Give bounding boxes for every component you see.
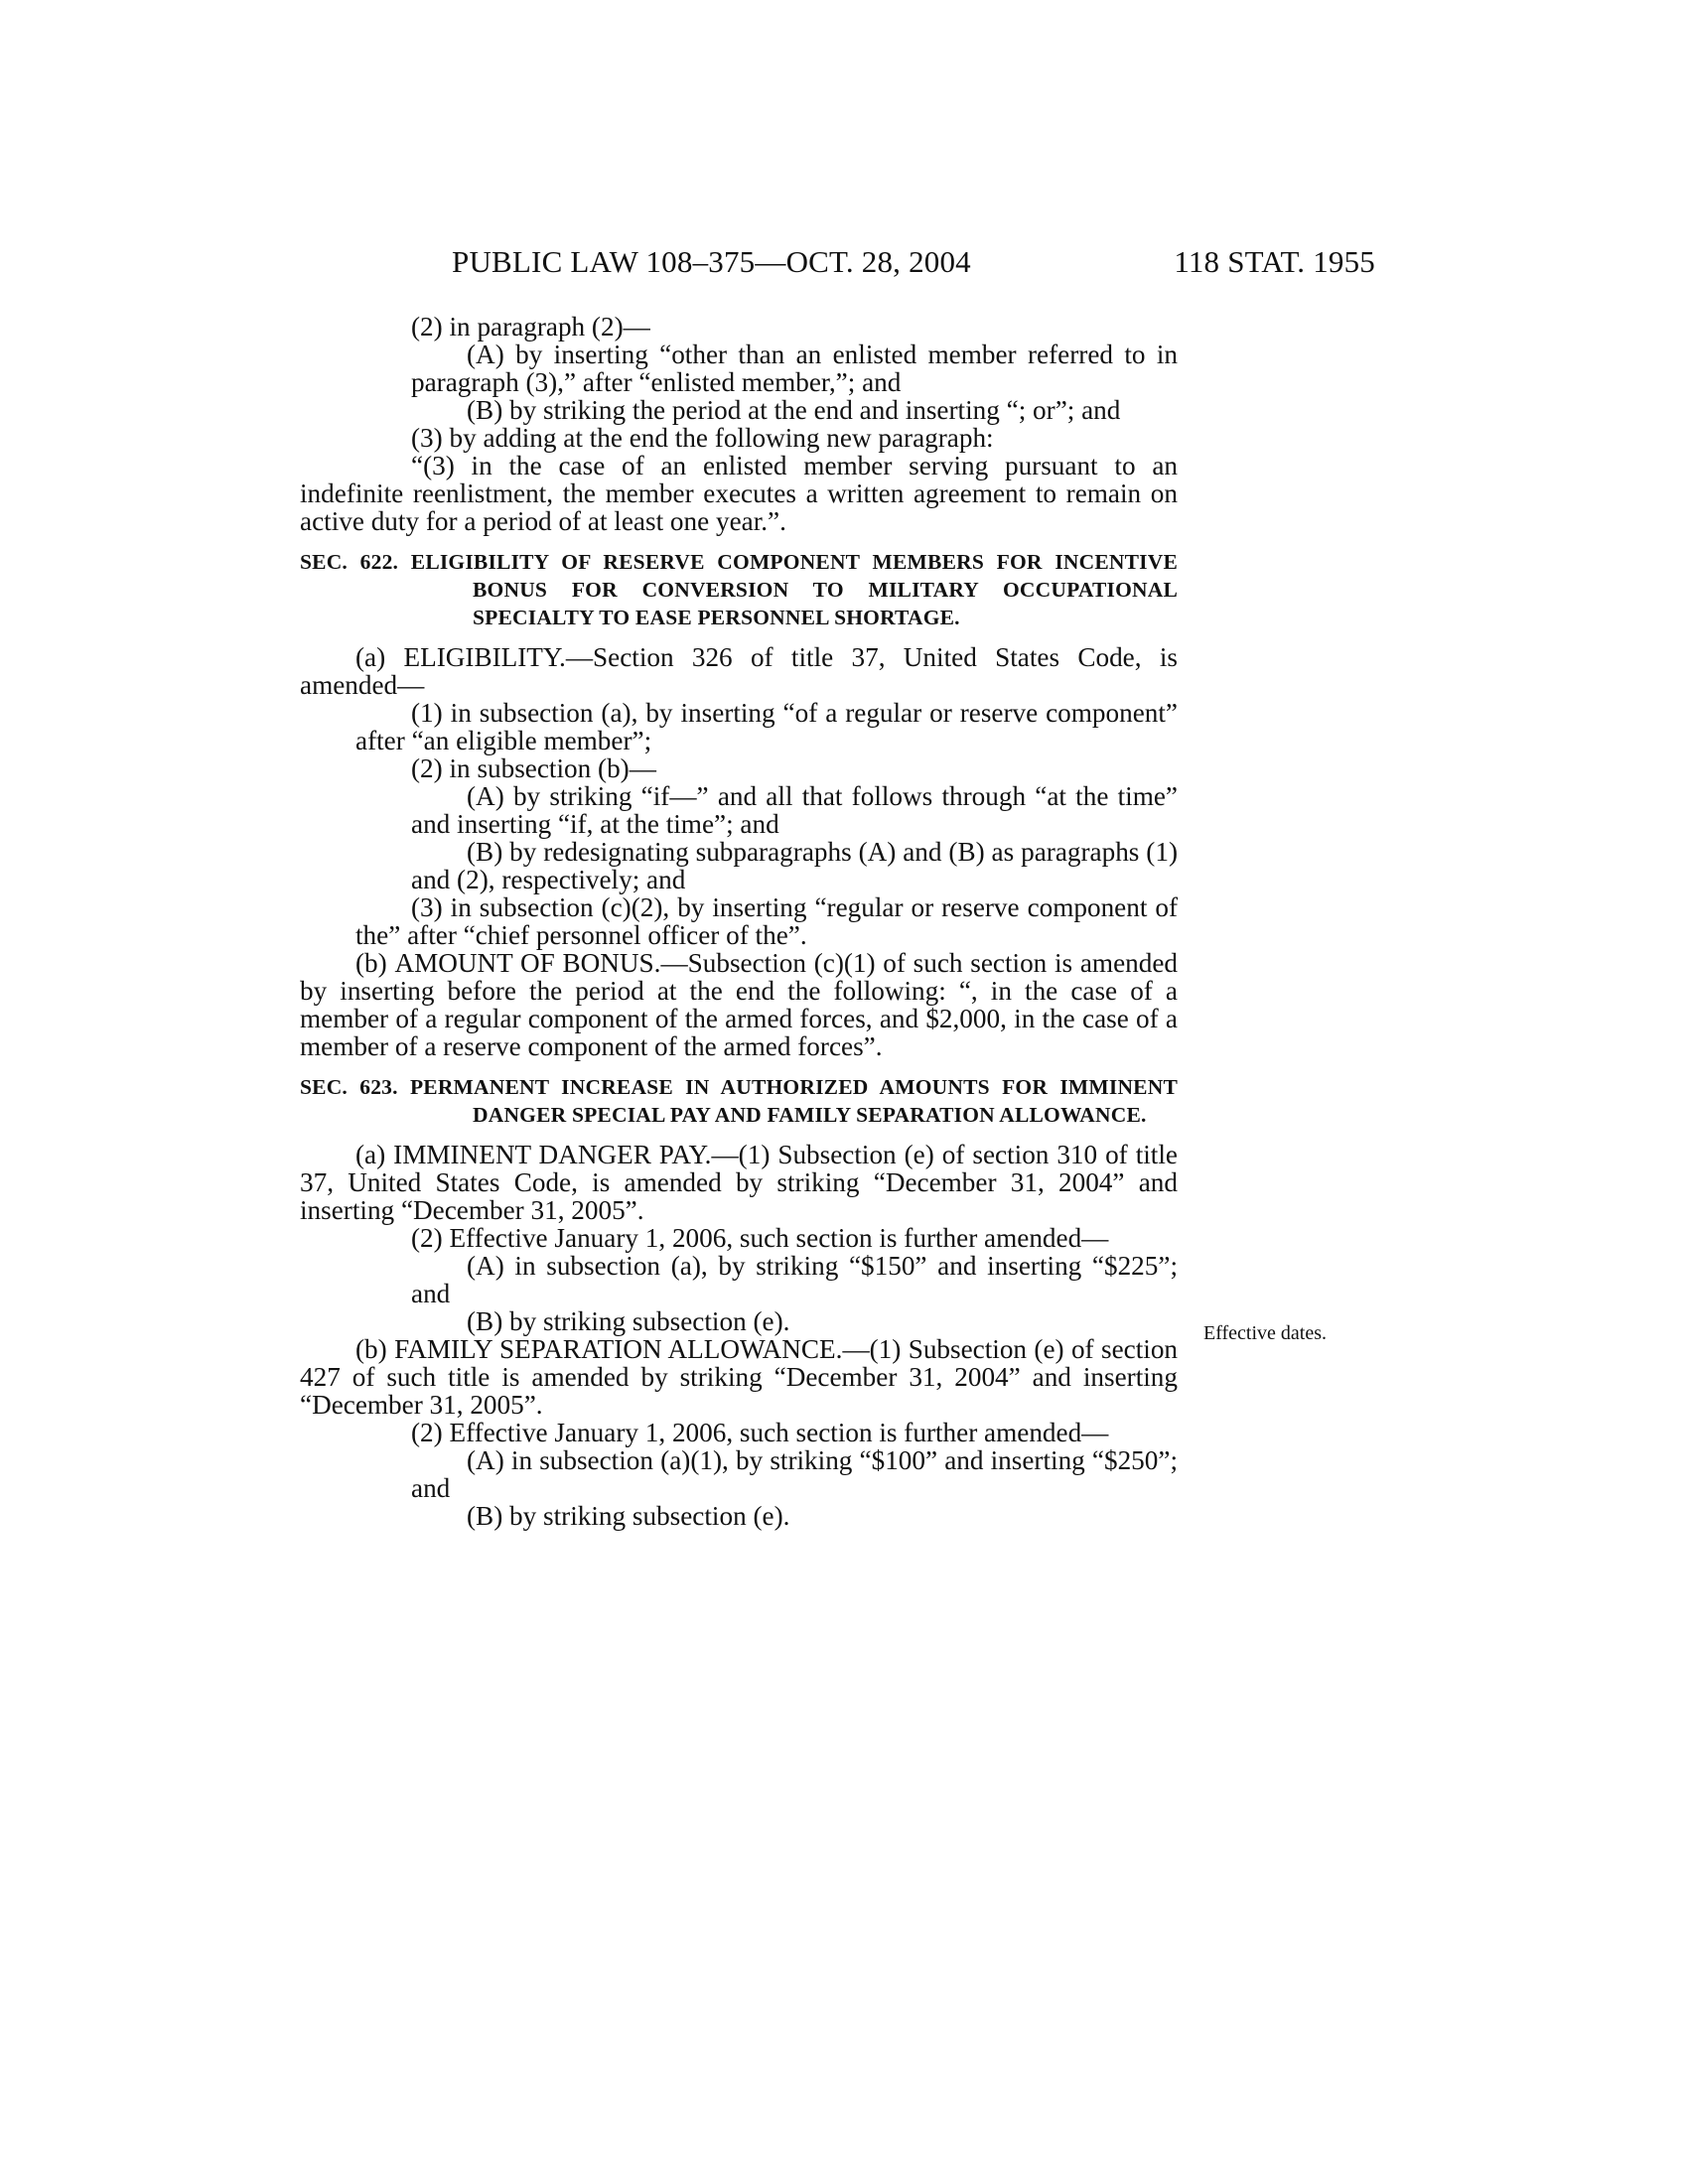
document-body bbox=[300, 313, 1178, 1530]
section-heading-622: SEC. 622. ELIGIBILITY OF RESERVE COMPONENT MEMBERS FOR INCENTIVE BONUS FOR CONVERSION TO MILITARY OCCUPATIONAL SPECIALTY TO EASE PERSONNEL SHORTAGE. bbox=[300, 550, 1178, 629]
paragraph: (A) in subsection (a)(1), by striking “$100” and inserting “$250”; and bbox=[411, 1445, 1178, 1503]
paragraph: (b) AMOUNT OF BONUS.—Subsection (c)(1) of such section is amended by inserting before the period at the end the following: “, in the case of a member of a regular component of the armed forces, and $2,000, in the case of a member of a reserve component of the armed forces”. bbox=[300, 948, 1178, 1061]
paragraph: (2) in subsection (b)— bbox=[411, 753, 656, 783]
header-law-citation: PUBLIC LAW 108–375—OCT. 28, 2004 bbox=[452, 244, 971, 279]
page-header bbox=[452, 244, 1375, 284]
paragraph: (B) by striking the period at the end and inserting “; or”; and bbox=[467, 395, 1121, 425]
paragraph: (B) by striking subsection (e). bbox=[467, 1501, 790, 1531]
paragraph: (A) by inserting “other than an enlisted member referred to in paragraph (3),” after “enlisted member,”; and bbox=[411, 340, 1178, 397]
section-heading-623: SEC. 623. PERMANENT INCREASE IN AUTHORIZED AMOUNTS FOR IMMINENT DANGER SPECIAL PAY AND FAMILY SEPARATION ALLOWANCE. bbox=[300, 1075, 1178, 1127]
paragraph: (1) in subsection (a), by inserting “of a regular or reserve component” after “an eligible member”; bbox=[355, 698, 1178, 755]
paragraph: (a) IMMINENT DANGER PAY.—(1) Subsection (e) of section 310 of title 37, United States Code, is amended by striking “December 31, 2004” and inserting “December 31, 2005”. bbox=[300, 1140, 1178, 1225]
paragraph: (a) ELIGIBILITY.—Section 326 of title 37, United States Code, is amended— bbox=[300, 642, 1178, 700]
paragraph: (B) by striking subsection (e). bbox=[467, 1306, 790, 1336]
paragraph: (3) by adding at the end the following new paragraph: bbox=[411, 423, 994, 453]
paragraph: (2) Effective January 1, 2006, such section is further amended— bbox=[411, 1223, 1109, 1253]
header-statute-page: 118 STAT. 1955 bbox=[1174, 244, 1375, 279]
paragraph: (A) in subsection (a), by striking “$150” and inserting “$225”; and bbox=[411, 1251, 1178, 1308]
paragraph: (2) Effective January 1, 2006, such section is further amended— bbox=[411, 1418, 1109, 1447]
paragraph: (3) in subsection (c)(2), by inserting “regular or reserve component of the” after “chief personnel officer of the”. bbox=[355, 892, 1178, 950]
paragraph: (A) by striking “if—” and all that follows through “at the time” and inserting “if, at the time”; and bbox=[411, 781, 1178, 839]
subsection-heading: ELIGIBILITY. bbox=[403, 642, 566, 672]
paragraph: (2) in paragraph (2)— bbox=[411, 312, 650, 341]
subsection-heading: AMOUNT OF BONUS. bbox=[394, 948, 661, 978]
subsection-heading: IMMINENT DANGER PAY. bbox=[393, 1140, 712, 1169]
subsection-heading: FAMILY SEPARATION ALLOWANCE. bbox=[394, 1334, 843, 1364]
paragraph: (B) by redesignating subparagraphs (A) and (B) as paragraphs (1) and (2), respectively; and bbox=[411, 837, 1178, 894]
paragraph: (b) FAMILY SEPARATION ALLOWANCE.—(1) Subsection (e) of section 427 of such title is amended by striking “December 31, 2004” and inserting “December 31, 2005”. bbox=[300, 1334, 1179, 1420]
paragraph: “(3) in the case of an enlisted member serving pursuant to an indefinite reenlistment, the member executes a written agreement to remain on active duty for a period of at least one year.”. bbox=[300, 451, 1178, 536]
margin-note: Effective dates. bbox=[1203, 1322, 1328, 1344]
